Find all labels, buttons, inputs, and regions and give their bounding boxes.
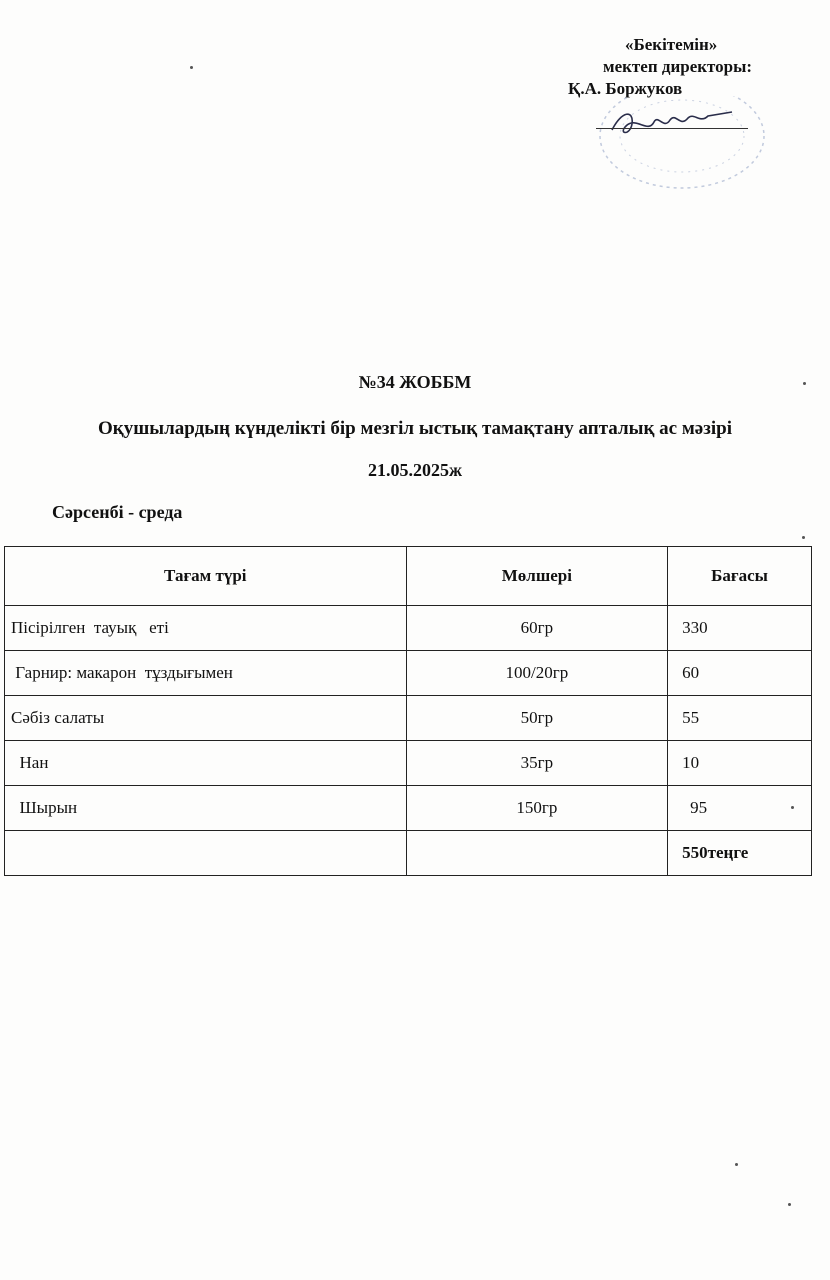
speck	[190, 66, 193, 69]
dish-cell: Гарнир: макарон тұздығымен	[5, 651, 407, 696]
signature-icon	[608, 104, 738, 144]
speck	[803, 382, 806, 385]
total-row	[5, 831, 812, 876]
total-empty-cell	[5, 831, 407, 876]
dish-cell: Сәбіз салаты	[5, 696, 407, 741]
organization-title: №34 ЖОББМ	[358, 372, 472, 392]
amount-cell: 60гр	[406, 606, 668, 651]
speck	[802, 536, 805, 539]
table-row	[5, 741, 812, 786]
dish-cell: Шырын	[5, 786, 407, 831]
speck	[788, 1203, 791, 1206]
speck	[791, 806, 794, 809]
signature-line	[596, 128, 748, 129]
table-row	[5, 606, 812, 651]
price-cell: 60	[668, 651, 812, 696]
price-cell: 95	[668, 786, 812, 831]
column-header-dish: Тағам түрі	[5, 547, 407, 606]
table-row	[5, 696, 812, 741]
column-header-price: Бағасы	[668, 547, 812, 606]
table-header-row	[5, 547, 812, 606]
price-cell: 330	[668, 606, 812, 651]
amount-cell: 100/20гр	[406, 651, 668, 696]
column-header-amount: Мөлшері	[406, 547, 668, 606]
amount-cell: 50гр	[406, 696, 668, 741]
approval-title: «Бекітемін»	[625, 35, 718, 54]
dish-cell: Пісірілген тауық еті	[5, 606, 407, 651]
menu-table	[4, 546, 812, 876]
approval-position: мектеп директоры:	[603, 57, 753, 76]
menu-subtitle: Оқушылардың күнделікті бір мезгіл ыстық тамақтану апталық ас мәзірі	[98, 418, 732, 439]
amount-cell: 150гр	[406, 786, 668, 831]
weekday: Сәрсенбі - среда	[52, 502, 183, 522]
amount-cell: 35гр	[406, 741, 668, 786]
dish-cell: Нан	[5, 741, 407, 786]
price-cell: 55	[668, 696, 812, 741]
table-row	[5, 786, 812, 831]
speck	[735, 1163, 738, 1166]
approval-name: Қ.А. Боржуков	[568, 79, 683, 98]
approval-block	[560, 34, 810, 100]
price-cell: 10	[668, 741, 812, 786]
total-price: 550теңге	[668, 831, 812, 876]
menu-date: 21.05.2025ж	[367, 460, 463, 480]
table-row	[5, 651, 812, 696]
total-empty-cell	[406, 831, 668, 876]
